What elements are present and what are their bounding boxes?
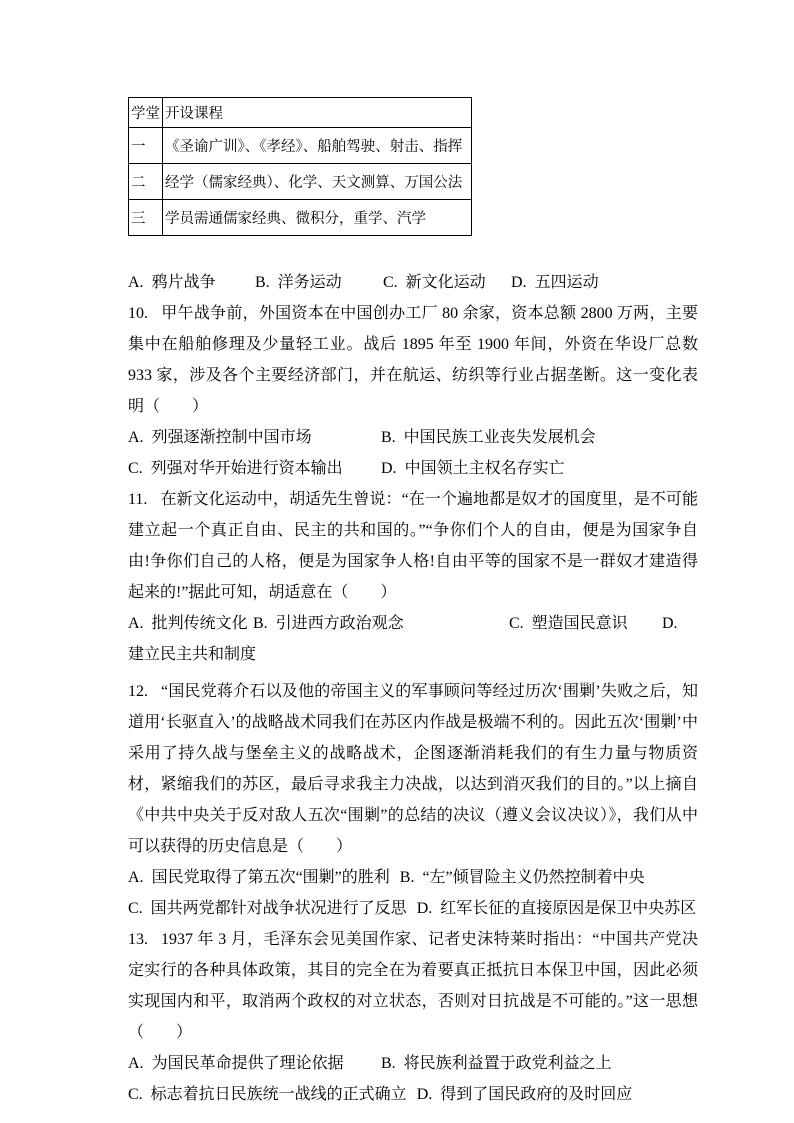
option-label: B. (255, 274, 270, 291)
question-number: 10. (128, 305, 148, 322)
option-label: A. (128, 429, 144, 446)
option-label: A. (128, 1055, 144, 1072)
option-text: 列强逐渐控制中国市场 (151, 429, 312, 446)
question-12-options-ab (128, 862, 698, 893)
question-11-options (128, 608, 698, 639)
question-13-options-ab (128, 1048, 698, 1079)
option-text: 批判传统文化 (151, 615, 248, 632)
question-13-text (128, 924, 698, 1048)
school-cell: 二 (129, 164, 163, 200)
option-c (383, 267, 511, 298)
option-label: B. (381, 1055, 396, 1072)
option-d (417, 1079, 633, 1110)
option-text: 国民党取得了第五次“围剿”的胜利 (151, 869, 390, 886)
option-text: 洋务运动 (277, 274, 342, 291)
option-label: A. (128, 274, 144, 291)
option-text: 国共两党都针对战争状况进行了反思 (150, 900, 407, 917)
option-c (509, 608, 662, 639)
option-label: D. (416, 1086, 433, 1103)
question-11-text (128, 484, 698, 608)
option-label: A. (128, 615, 144, 632)
question-stem: “国民党蒋介石以及他的帝国主义的军事顾问等经过历次‘围剿’失败之后，知道用‘长驱直入’的战略战术同我们在苏区内作战是极端不利的。因此五次‘围剿’中采用了持久战与堡垒主义的战略战术，企图逐渐消耗我们的有生力量与物质资材，紧缩我们的苏区，最后寻求我主力决战，以达到消灭我们的目的。”以上摘自《中共中央关于反对敌人五次“围剿”的总结的决议（遵义会议决议）》，我们从中可以获得的历史信息是（ ） (128, 683, 698, 855)
option-label: B. (381, 429, 396, 446)
question-10-options-ab (128, 422, 698, 453)
option-d-label (662, 608, 678, 639)
table-row (129, 200, 472, 236)
option-b (381, 1048, 612, 1079)
option-d (511, 267, 599, 298)
option-b (255, 267, 383, 298)
option-a (128, 862, 390, 893)
option-a (128, 1048, 381, 1079)
option-label: D. (511, 274, 527, 291)
option-label: C. (509, 615, 524, 632)
question-12-options-cd (128, 893, 698, 924)
question-11-option-d-text (128, 639, 698, 670)
option-label: C. (128, 1086, 143, 1103)
option-c (128, 453, 381, 484)
option-text: 新文化运动 (405, 274, 486, 291)
option-text: 建立民主共和制度 (128, 646, 257, 663)
option-label: C. (128, 900, 143, 917)
option-a (128, 267, 255, 298)
question-stem: 甲午战争前，外国资本在中国创办工厂 80 余家，资本总额 2800 万两，主要集中在船舶修理及少量轻工业。战后 1895 年至 1900 年间，外资在华设厂总数 933 家，涉及各个主要经济部门，并在航运、纺织等行业占据垄断。这一变化表明（ ） (128, 305, 698, 415)
course-table (128, 97, 472, 236)
table-header-row (129, 98, 472, 128)
option-label: B. (253, 615, 268, 632)
table-header-courses: 开设课程 (163, 98, 472, 128)
question-13-options-cd (128, 1079, 698, 1110)
question-number: 13. (128, 931, 148, 948)
table-row (129, 164, 472, 200)
option-text: 为国民革命提供了理论依据 (151, 1055, 344, 1072)
option-text: 得到了国民政府的及时回应 (440, 1086, 633, 1103)
question-12-text (128, 676, 698, 862)
option-d (381, 453, 565, 484)
option-c (128, 1079, 407, 1110)
option-label: D. (416, 900, 433, 917)
courses-cell: 学员需通儒家经典、微积分，重学、汽学 (163, 200, 472, 236)
option-text: 鸦片战争 (151, 274, 216, 291)
question-10-text (128, 298, 698, 422)
option-text: “左”倾冒险主义仍然控制着中央 (422, 869, 645, 886)
questions-body (128, 267, 698, 1110)
option-text: 将民族利益置于政党利益之上 (403, 1055, 612, 1072)
school-cell: 三 (129, 200, 163, 236)
option-text: 五四运动 (534, 274, 599, 291)
question-number: 11. (128, 491, 148, 508)
courses-cell: 《圣谕广训》、《孝经》、船舶驾驶、射击、指挥 (163, 128, 472, 164)
option-text: 红军长征的直接原因是保卫中央苏区 (440, 900, 697, 917)
question-9-options (128, 267, 698, 298)
option-label: A. (128, 869, 144, 886)
option-label: C. (128, 460, 143, 477)
question-stem: 1937 年 3 月，毛泽东会见美国作家、记者史沫特莱时指出：“中国共产党决定实行的各种具体政策，其目的完全在为着要真正抵抗日本保卫中国，因此必须实现国内和平，取消两个政权的对立状态，否则对日抗战是不可能的。”这一思想（ ） (128, 931, 698, 1041)
courses-cell: 经学（儒家经典）、化学、天文测算、万国公法 (163, 164, 472, 200)
option-b (253, 608, 509, 639)
option-label: D. (381, 460, 397, 477)
question-10-options-cd (128, 453, 698, 484)
option-b (400, 862, 645, 893)
option-text: 中国民族工业丧失发展机会 (403, 429, 596, 446)
option-text: 塑造国民意识 (531, 615, 628, 632)
option-text: 引进西方政治观念 (275, 615, 404, 632)
option-b (381, 422, 596, 453)
option-text: 中国领土主权名存实亡 (404, 460, 565, 477)
option-label: D. (662, 615, 678, 632)
table-row (129, 128, 472, 164)
option-d (417, 893, 697, 924)
option-label: C. (383, 274, 398, 291)
option-label: B. (399, 869, 415, 886)
option-a (128, 608, 253, 639)
school-cell: 一 (129, 128, 163, 164)
option-a (128, 422, 381, 453)
table-header-school: 学堂 (129, 98, 163, 128)
question-number: 12. (128, 683, 148, 700)
option-c (128, 893, 407, 924)
option-text: 列强对华开始进行资本输出 (150, 460, 343, 477)
question-stem: 在新文化运动中，胡适先生曾说：“在一个遍地都是奴才的国度里，是不可能建立起一个真正自由、民主的共和国的。”“争你们个人的自由，便是为国家争自由!争你们自己的人格，便是为国家争人格!自由平等的国家不是一群奴才建造得起来的!”据此可知，胡适意在（ ） (128, 491, 698, 601)
option-text: 标志着抗日民族统一战线的正式确立 (150, 1086, 407, 1103)
